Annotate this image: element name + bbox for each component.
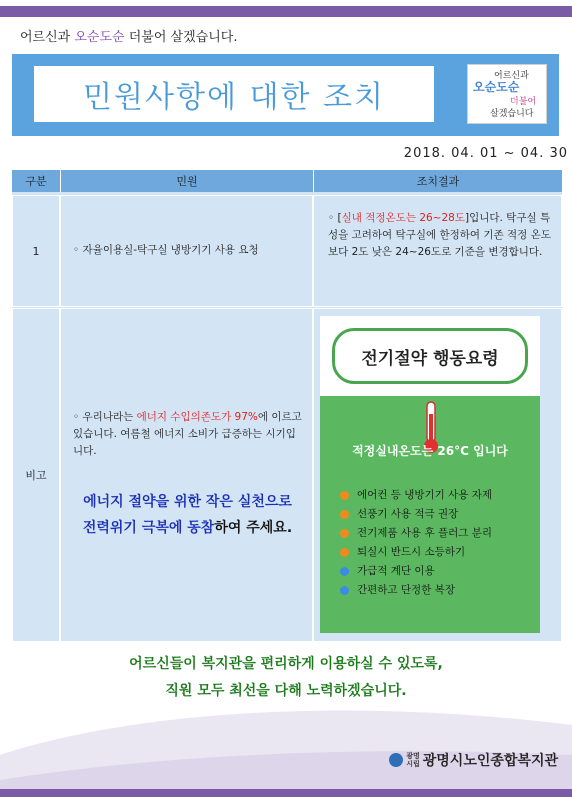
page-title: 민원사항에 대한 조치 bbox=[83, 80, 385, 115]
poster-item bbox=[340, 562, 535, 581]
row1-result bbox=[328, 210, 558, 261]
poster-title: 전기절약 행동요령 bbox=[332, 328, 528, 384]
slogan-highlight: 오순도순 bbox=[74, 30, 125, 45]
smile-icon bbox=[340, 567, 349, 576]
poster-item bbox=[340, 524, 535, 543]
slogan bbox=[20, 26, 237, 45]
poster-item-text: 선풍기 사용 적극 권장 bbox=[357, 508, 459, 520]
poster-item-text: 가급적 계단 이용 bbox=[357, 565, 435, 577]
poster-item-text: 전기제품 사용 후 플러그 분리 bbox=[357, 527, 493, 539]
warning-icon bbox=[340, 510, 349, 519]
logo-line-1: 어르신과 bbox=[494, 71, 529, 81]
row1-result-open: ◦ [ bbox=[328, 212, 342, 224]
header-complaint: 민원 bbox=[60, 170, 313, 192]
warning-icon bbox=[340, 491, 349, 500]
row2-note-cell bbox=[60, 308, 313, 642]
footer-wave bbox=[0, 685, 572, 797]
poster-list bbox=[340, 486, 535, 600]
title-banner bbox=[12, 54, 559, 136]
row2-p1-pre: ◦ 우리나라는 bbox=[73, 411, 137, 423]
poster-item-text: 에어컨 등 냉방기기 사용 자제 bbox=[357, 489, 493, 501]
warning-icon bbox=[340, 529, 349, 538]
row2-p1-post: 에 이르고 있습니다. 여름철 에너지 소비가 급증하는 시기입니다. bbox=[73, 411, 302, 457]
closing-line-2: 직원 모두 최선을 다해 노력하겠습니다. bbox=[165, 683, 407, 699]
header-category: 구분 bbox=[12, 170, 60, 192]
closing-line-1: 어르신들이 복지관을 편리하게 이용하실 수 있도록, bbox=[129, 656, 443, 672]
footer-small-top: 광명 bbox=[406, 752, 420, 760]
row2-label: 비고 bbox=[12, 308, 60, 642]
logo-line-2: 오순도순 bbox=[473, 80, 520, 94]
row1-complaint: ◦ 자율이용실-탁구실 냉방기기 사용 요청 bbox=[73, 244, 259, 256]
slogan-pre: 어르신과 bbox=[20, 30, 75, 45]
row2-paragraph bbox=[73, 409, 305, 460]
poster-caption: 적정실내온도는 26°C 입니다 bbox=[352, 444, 508, 458]
top-bar bbox=[0, 6, 572, 17]
organization-logo-icon bbox=[389, 753, 403, 767]
poster-item bbox=[340, 486, 535, 505]
footer-small-label bbox=[406, 752, 420, 768]
appeal-line-2-black: 하여 주세요. bbox=[214, 520, 293, 536]
header-result: 조치결과 bbox=[313, 170, 562, 192]
slogan-logo bbox=[467, 64, 547, 124]
row1-complaint-cell bbox=[60, 195, 313, 307]
slogan-post: 더불어 살겠습니다. bbox=[124, 30, 238, 45]
title-box bbox=[34, 66, 434, 122]
energy-saving-poster bbox=[320, 316, 540, 633]
row2-appeal bbox=[61, 489, 314, 541]
poster-item bbox=[340, 581, 535, 600]
poster-item bbox=[340, 543, 535, 562]
row1-number: 1 bbox=[12, 195, 60, 307]
date-range: 2018. 04. 01 ~ 04. 30 bbox=[403, 146, 568, 161]
poster-body bbox=[320, 396, 540, 633]
row1-result-cell bbox=[313, 195, 562, 307]
row1-result-rest: ]입니다. 탁구실 특성을 고려하여 탁구실에 한정하여 기존 적정 온도 보다 2도 낮은 24~26도로 기준을 변경합니다. bbox=[328, 212, 551, 258]
row1-result-highlight: 실내 적정온도는 26~28도 bbox=[341, 212, 465, 224]
poster-item-text: 퇴실시 반드시 소등하기 bbox=[357, 546, 466, 558]
warning-icon bbox=[340, 548, 349, 557]
poster-item bbox=[340, 505, 535, 524]
footer-organization bbox=[389, 750, 558, 770]
logo-line-4: 살겠습니다 bbox=[490, 109, 534, 119]
footer-small-bottom: 시립 bbox=[406, 760, 420, 768]
appeal-line-2-blue: 전력위기 극복에 동참 bbox=[82, 520, 215, 536]
row2-p1-highlight: 에너지 수입의존도가 97% bbox=[136, 411, 258, 423]
logo-line-3: 더불어 bbox=[510, 97, 537, 107]
poster-item-text: 간편하고 단정한 복장 bbox=[357, 584, 455, 596]
footer-name-text: 광명시노인종합복지관 bbox=[422, 753, 558, 769]
appeal-line-1: 에너지 절약을 위한 작은 실천으로 bbox=[83, 494, 292, 510]
smile-icon bbox=[340, 586, 349, 595]
